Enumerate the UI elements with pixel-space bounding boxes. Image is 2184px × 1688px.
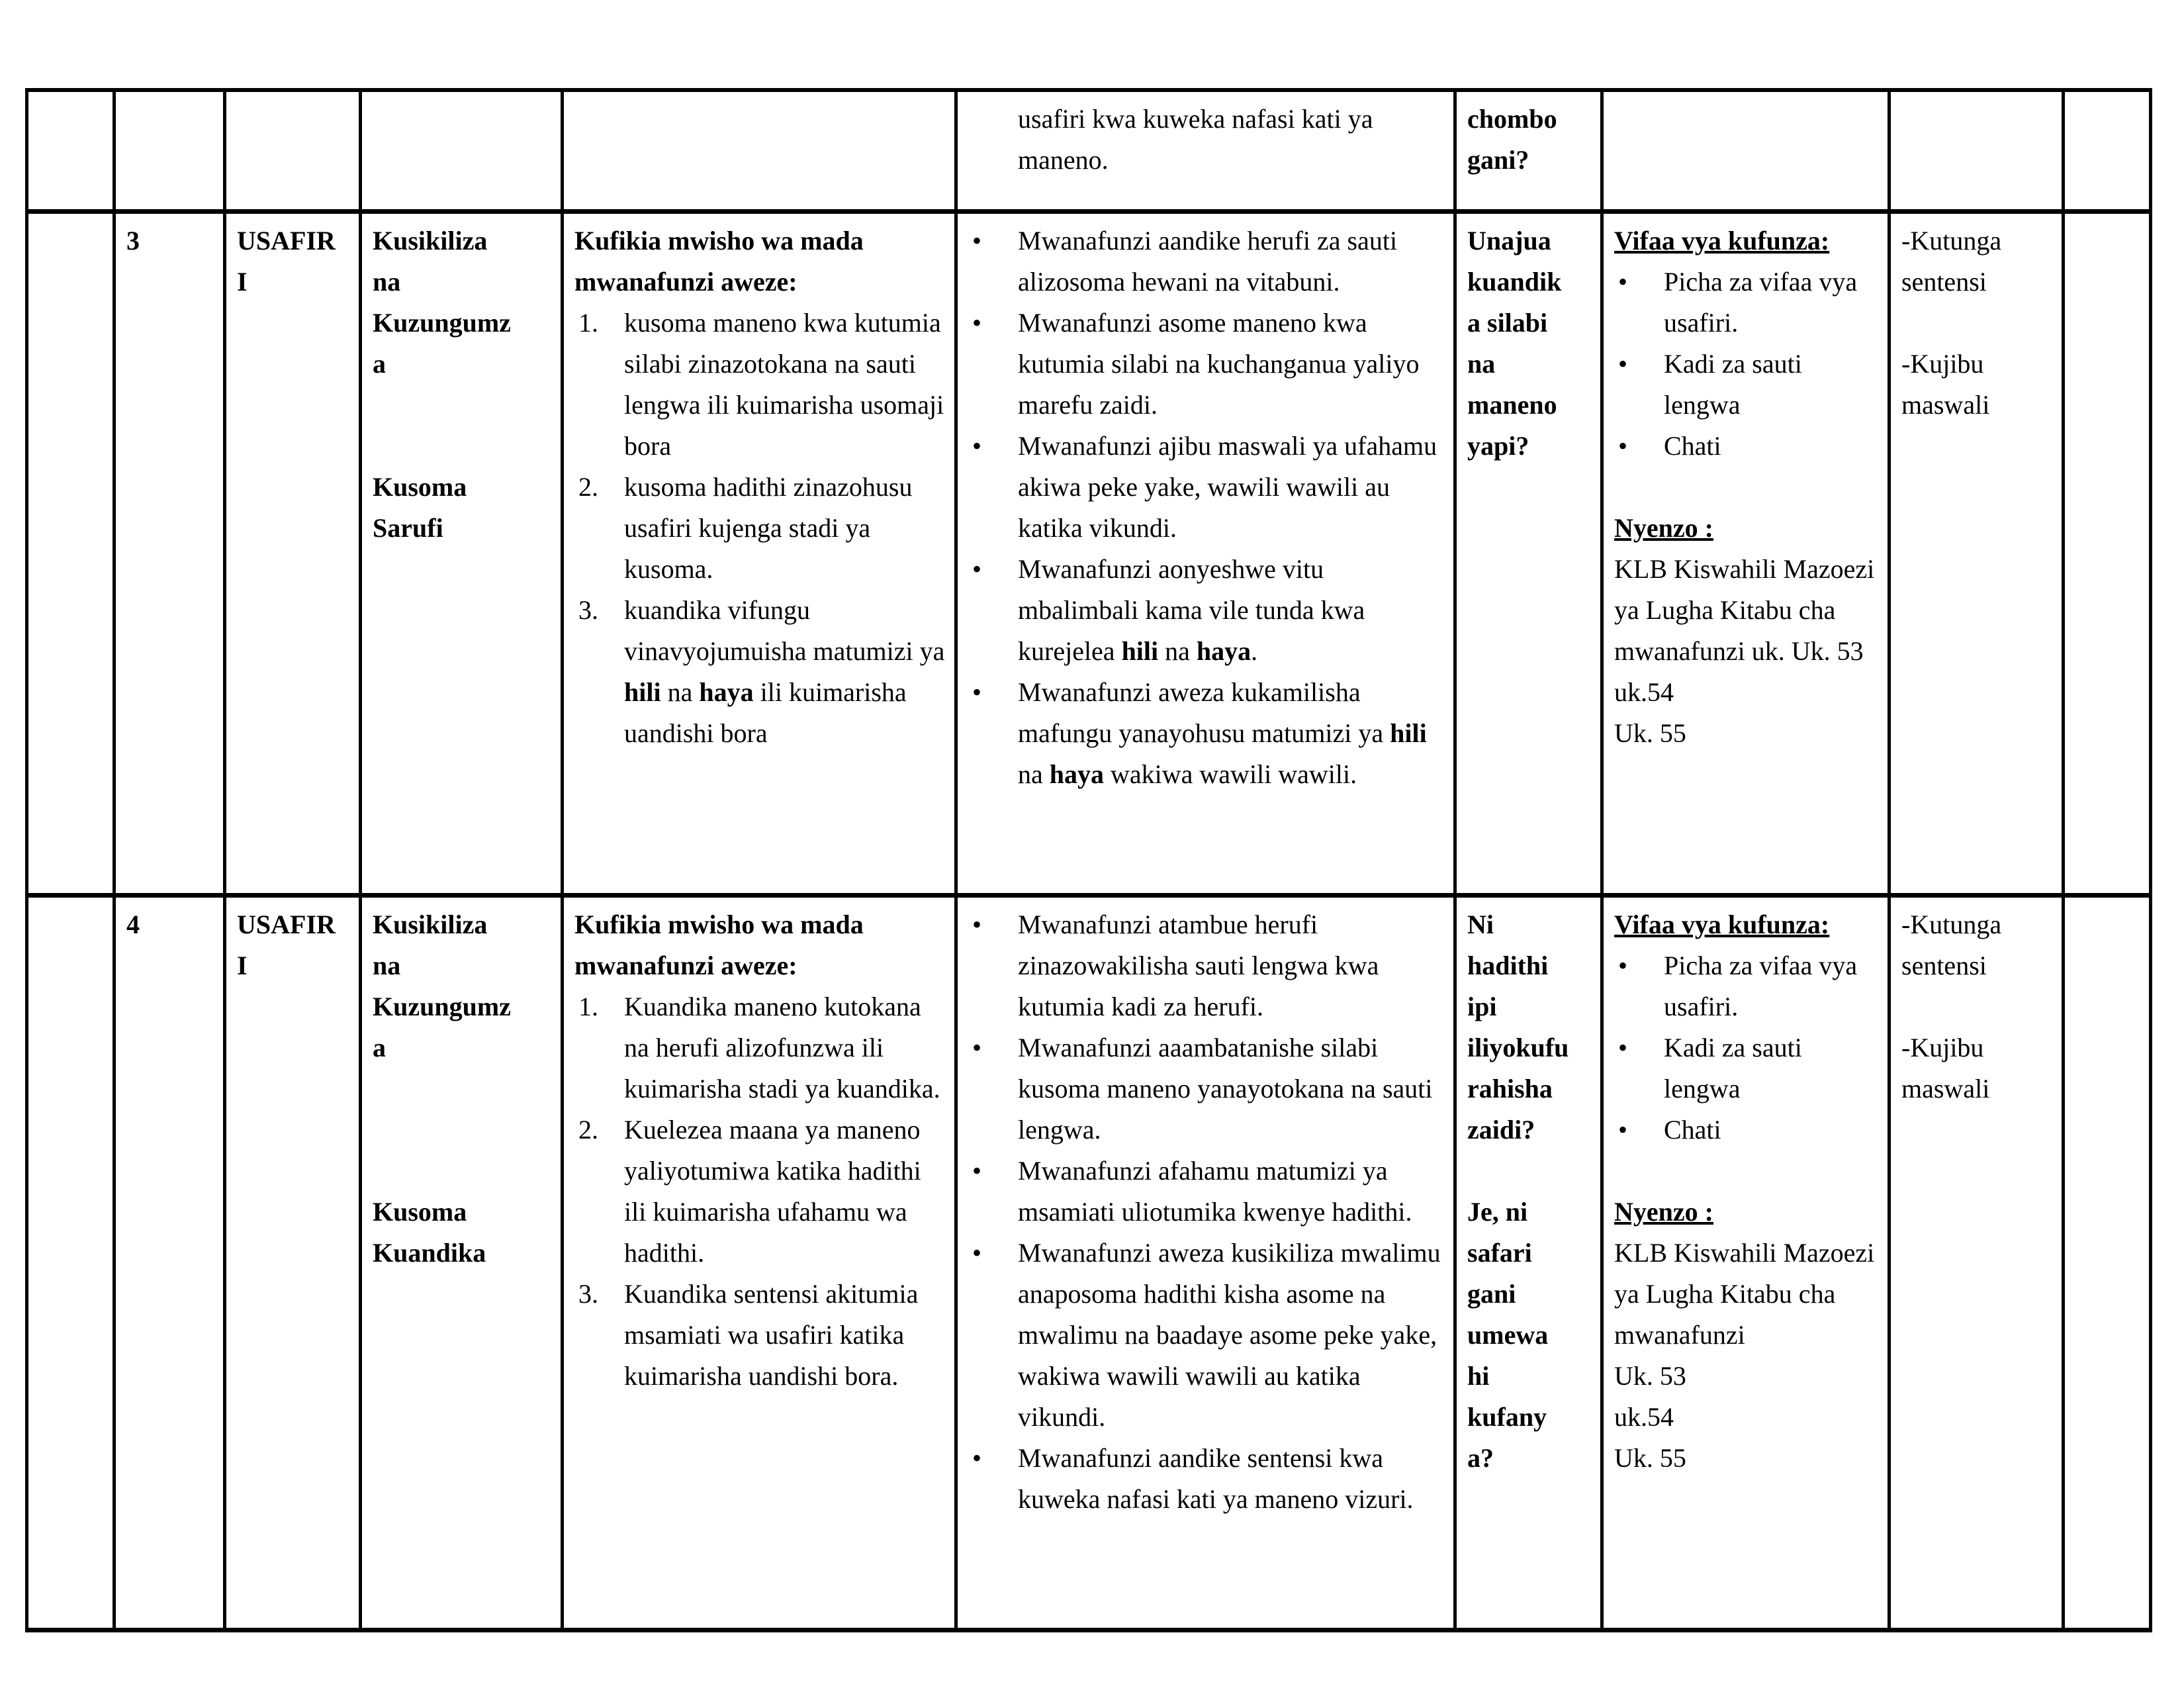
text-block — [1467, 1192, 1592, 1479]
text-line — [373, 1068, 553, 1109]
bullet-icon: • — [972, 677, 982, 707]
text-line: I — [237, 267, 248, 297]
list-item — [968, 1438, 1445, 1520]
bullet-icon: • — [1618, 349, 1628, 379]
text-run: hili — [1390, 718, 1427, 748]
text-run: kusoma maneno kwa kutumia silabi zinazotokana na sauti lengwa ili kuimarisha usomaji bora — [624, 308, 944, 461]
text-run: Mwanafunzi atambue herufi zinazowakilisha sauti lengwa kwa kutumia kadi za herufi. — [1018, 910, 1379, 1021]
text-block — [373, 1192, 553, 1274]
cell-topic-week-3-row — [226, 214, 362, 898]
cell-week-week-3-row — [116, 214, 226, 898]
bullet-icon: • — [972, 554, 982, 584]
text-run: hili — [624, 677, 661, 707]
paragraph — [1614, 1233, 1880, 1356]
paragraph — [1614, 713, 1880, 754]
cell-assessment-week-4-row — [1891, 898, 2065, 1632]
paragraph — [1614, 904, 1880, 945]
text-line: I — [237, 951, 248, 980]
cell-week-continuation-row — [116, 92, 226, 214]
text-run: Uk. 55 — [1614, 718, 1686, 748]
paragraph — [126, 220, 215, 261]
text-run: Vifaa vya kufunza: — [1614, 910, 1830, 939]
list-item-text — [1018, 1233, 1445, 1438]
text-run: -Kutunga sentensi — [1901, 910, 2002, 980]
text-line — [373, 1150, 553, 1192]
text-run: KLB Kiswahili Mazoezi ya Lugha Kitabu cha mwanafunzi — [1614, 1238, 1875, 1350]
bullet-list — [1614, 945, 1880, 1150]
text-line: na — [373, 951, 401, 980]
text-line: hadithi — [1467, 951, 1549, 980]
cell-subtopics-week-4-row — [362, 898, 564, 1632]
cell-resources-continuation-row — [1604, 92, 1891, 214]
list-item-text — [624, 590, 946, 754]
text-run: . — [1251, 636, 1258, 666]
text-line: Kusikiliza — [373, 226, 488, 256]
paragraph — [126, 904, 215, 945]
text-line: na — [1467, 349, 1496, 379]
text-line: a? — [1467, 1443, 1494, 1473]
text-run: Nyenzo : — [1614, 1197, 1713, 1227]
text-run: ili kuimarisha uandishi bora — [624, 677, 907, 748]
paragraph — [1614, 1438, 1880, 1479]
cell-blank-left-week-4-row — [28, 898, 116, 1632]
cell-blank-right-week-4-row — [2065, 898, 2152, 1632]
text-line: gani — [1467, 1279, 1516, 1309]
text-line: umewa — [1467, 1320, 1549, 1350]
text-line: rahisha — [1467, 1074, 1553, 1103]
text-line: Ni — [1467, 910, 1494, 939]
paragraph — [1614, 1397, 1880, 1438]
text-line: Kuzungumz — [373, 308, 511, 338]
text-line: a — [373, 1033, 386, 1062]
paragraph — [1614, 220, 1880, 261]
text-line: a — [373, 349, 386, 379]
text-run: haya — [1196, 636, 1251, 666]
list-item-text — [1018, 904, 1445, 1027]
text-line: hi — [1467, 1361, 1490, 1391]
text-block — [237, 904, 351, 986]
text-line — [373, 385, 553, 426]
paragraph — [1614, 672, 1880, 713]
text-run: Kadi za sauti lengwa — [1664, 349, 1802, 420]
cell-activities-week-4-row — [958, 898, 1457, 1632]
list-item-text — [1018, 220, 1445, 303]
text-run: usafiri kwa kuweka nafasi kati ya maneno. — [1018, 104, 1373, 175]
list-item — [968, 426, 1445, 549]
text-line: safari — [1467, 1238, 1532, 1268]
list-item — [968, 1150, 1445, 1233]
cell-key-inquiry-question-continuation-row — [1457, 92, 1604, 214]
text-run: Mwanafunzi aweza kukamilisha mafungu yanayohusu matumizi ya — [1018, 677, 1390, 748]
cell-key-inquiry-question-week-4-row — [1457, 898, 1604, 1632]
cell-blank-right-continuation-row — [2065, 92, 2152, 214]
paragraph — [1901, 344, 2054, 426]
list-item — [968, 904, 1445, 1027]
bullet-icon: • — [972, 226, 982, 256]
cell-resources-week-4-row — [1604, 898, 1891, 1632]
cell-objectives-week-4-row — [564, 898, 958, 1632]
list-item — [1614, 261, 1880, 344]
text-run: Uk. 53 — [1614, 1361, 1686, 1391]
text-line: maneno — [1467, 390, 1557, 420]
bullet-list — [968, 904, 1445, 1520]
paragraph — [1901, 1027, 2054, 1109]
paragraph — [1614, 1192, 1880, 1233]
cell-activities-week-3-row — [958, 214, 1457, 898]
text-run: na — [1018, 759, 1050, 789]
text-line: zaidi? — [1467, 1115, 1535, 1145]
text-run: haya — [699, 677, 754, 707]
text-block — [373, 467, 553, 549]
text-line: Sarufi — [373, 513, 443, 543]
text-run: wakiwa wawili wawili. — [1104, 759, 1357, 789]
list-item — [1614, 1027, 1880, 1109]
bullet-icon: • — [972, 1443, 982, 1473]
list-item — [968, 672, 1445, 795]
bullet-icon: • — [972, 1238, 982, 1268]
list-item — [574, 303, 946, 467]
paragraph — [574, 904, 946, 986]
list-item-text — [624, 1274, 946, 1397]
list-item — [968, 303, 1445, 426]
text-run: Mwanafunzi aandike herufi za sauti alizosoma hewani na vitabuni. — [1018, 226, 1398, 297]
text-block — [373, 904, 553, 1192]
text-block — [1467, 220, 1592, 467]
cell-topic-continuation-row — [226, 92, 362, 214]
number-label: 2. — [578, 1115, 598, 1145]
list-item — [968, 1027, 1445, 1150]
text-run: Picha za vifaa vya usafiri. — [1664, 267, 1858, 338]
text-line: Kusoma — [373, 1197, 467, 1227]
text-run: Mwanafunzi afahamu matumizi ya msamiati uliotumika kwenye hadithi. — [1018, 1156, 1412, 1227]
text-run: Mwanafunzi ajibu maswali ya ufahamu akiwa peke yake, wawili wawili au katika vikundi. — [1018, 431, 1437, 543]
text-run: -Kujibu maswali — [1901, 1033, 1990, 1103]
text-line: a silabi — [1467, 308, 1548, 338]
list-item-text — [624, 303, 946, 467]
list-item-text — [1664, 261, 1880, 344]
spacer — [1614, 467, 1880, 508]
list-item-text — [624, 467, 946, 590]
list-item-text — [1018, 549, 1445, 672]
text-line: Kusoma — [373, 472, 467, 502]
list-item-text — [1018, 303, 1445, 426]
bullet-icon: • — [1618, 951, 1628, 980]
text-run: Chati — [1664, 431, 1721, 461]
numbered-list — [574, 303, 946, 754]
cell-blank-left-continuation-row — [28, 92, 116, 214]
list-item-text — [1018, 426, 1445, 549]
text-run: Picha za vifaa vya usafiri. — [1664, 951, 1858, 1021]
list-item-text — [1018, 1438, 1445, 1520]
cell-subtopics-continuation-row — [362, 92, 564, 214]
cell-assessment-week-3-row — [1891, 214, 2065, 898]
number-label: 1. — [578, 308, 598, 338]
text-run: Kufikia mwisho wa mada mwanafunzi aweze: — [574, 226, 864, 297]
text-line — [373, 426, 553, 467]
text-block — [1467, 904, 1592, 1150]
list-item-text — [1664, 945, 1880, 1027]
cell-blank-left-week-3-row — [28, 214, 116, 898]
cell-subtopics-week-3-row — [362, 214, 564, 898]
text-run: Nyenzo : — [1614, 513, 1713, 543]
list-item-text — [1018, 1027, 1445, 1150]
text-run: Mwanafunzi aandike sentensi kwa kuweka nafasi kati ya maneno vizuri. — [1018, 1443, 1414, 1514]
text-line: USAFIR — [237, 910, 336, 939]
list-item — [1614, 344, 1880, 426]
bullet-list — [1614, 261, 1880, 467]
paragraph — [1901, 220, 2054, 303]
spacer — [1901, 303, 2054, 344]
text-line: kufany — [1467, 1402, 1547, 1432]
list-item-text — [1018, 672, 1445, 795]
spacer — [1614, 1150, 1880, 1192]
bullet-icon: • — [972, 910, 982, 939]
text-run: 3 — [126, 226, 140, 256]
scheme-of-work-table — [25, 88, 2152, 1632]
bullet-icon: • — [1618, 267, 1628, 297]
text-run: kusoma hadithi zinazohusu usafiri kujenga stadi ya kusoma. — [624, 472, 913, 584]
list-item — [574, 467, 946, 590]
list-item-text — [624, 1109, 946, 1274]
text-line: Kuzungumz — [373, 992, 511, 1021]
text-line: yapi? — [1467, 431, 1529, 461]
text-run: hili — [1121, 636, 1159, 666]
text-run: 4 — [126, 910, 140, 939]
paragraph — [1614, 1356, 1880, 1397]
text-run: Chati — [1664, 1115, 1721, 1145]
bullet-icon: • — [1618, 1115, 1628, 1145]
number-label: 1. — [578, 992, 598, 1021]
list-item-text — [1018, 1150, 1445, 1233]
text-line: Je, ni — [1467, 1197, 1528, 1227]
list-item — [574, 1109, 946, 1274]
list-item — [574, 590, 946, 754]
paragraph — [574, 220, 946, 303]
text-run: -Kujibu maswali — [1901, 349, 1990, 420]
text-run: chombo gani? — [1467, 104, 1557, 175]
paragraph — [968, 99, 1445, 181]
text-line — [373, 1109, 553, 1150]
paragraph — [1901, 904, 2054, 986]
text-run: Uk. 55 — [1614, 1443, 1686, 1473]
text-run: Mwanafunzi aaambatanishe silabi kusoma maneno yanayotokana na sauti lengwa. — [1018, 1033, 1433, 1145]
bullet-icon: • — [1618, 431, 1628, 461]
text-line: Unajua — [1467, 226, 1551, 256]
text-line: Kuandika — [373, 1238, 486, 1268]
spacer — [1901, 986, 2054, 1027]
text-run: Mwanafunzi aweza kusikiliza mwalimu anaposoma hadithi kisha asome na mwalimu na baadaye asome peke yake, wakiwa wawili wawili au katika vikundi. — [1018, 1238, 1441, 1432]
text-line: na — [373, 267, 401, 297]
number-label: 3. — [578, 1279, 598, 1309]
cell-topic-week-4-row — [226, 898, 362, 1632]
paragraph — [1467, 99, 1592, 181]
text-run: uk.54 — [1614, 677, 1674, 707]
list-item — [968, 220, 1445, 303]
number-label: 3. — [578, 595, 598, 625]
text-line: kuandik — [1467, 267, 1562, 297]
text-run: uk.54 — [1614, 1402, 1674, 1432]
bullet-icon: • — [972, 1156, 982, 1186]
list-item-text — [1664, 1027, 1880, 1109]
text-run: Kadi za sauti lengwa — [1664, 1033, 1802, 1103]
list-item-text — [624, 986, 946, 1109]
bullet-icon: • — [1618, 1033, 1628, 1062]
text-run: Kuandika maneno kutokana na herufi alizofunzwa ili kuimarisha stadi ya kuandika. — [624, 992, 940, 1103]
text-run: na — [660, 677, 700, 707]
paragraph — [1614, 508, 1880, 549]
cell-week-week-4-row — [116, 898, 226, 1632]
text-block — [237, 220, 351, 303]
text-run: haya — [1049, 759, 1105, 789]
cell-assessment-continuation-row — [1891, 92, 2065, 214]
text-line: USAFIR — [237, 226, 336, 256]
list-item — [1614, 945, 1880, 1027]
list-item-text — [1664, 344, 1880, 426]
spacer — [1467, 1150, 1592, 1192]
bullet-icon: • — [972, 308, 982, 338]
text-run: na — [1158, 636, 1197, 666]
list-item — [968, 1233, 1445, 1438]
list-item — [1614, 1109, 1880, 1150]
list-item-text — [1664, 1109, 1880, 1150]
number-label: 2. — [578, 472, 598, 502]
bullet-list — [968, 220, 1445, 795]
numbered-list — [574, 986, 946, 1397]
list-item — [968, 549, 1445, 672]
cell-resources-week-3-row — [1604, 214, 1891, 898]
text-line: iliyokufu — [1467, 1033, 1569, 1062]
text-block — [373, 220, 553, 467]
text-run: Kuelezea maana ya maneno yaliyotumiwa katika hadithi ili kuimarisha ufahamu wa hadithi. — [624, 1115, 921, 1268]
list-item-text — [1664, 426, 1880, 467]
list-item — [574, 986, 946, 1109]
cell-key-inquiry-question-week-3-row — [1457, 214, 1604, 898]
cell-objectives-continuation-row — [564, 92, 958, 214]
bullet-icon: • — [972, 431, 982, 461]
list-item — [574, 1274, 946, 1397]
text-run: Mwanafunzi aonyeshwe vitu mbalimbali kama vile tunda kwa kurejelea — [1018, 554, 1365, 666]
text-run: Mwanafunzi asome maneno kwa kutumia silabi na kuchanganua yaliyo marefu zaidi. — [1018, 308, 1420, 420]
text-run: KLB Kiswahili Mazoezi ya Lugha Kitabu cha mwanafunzi uk. Uk. 53 — [1614, 554, 1875, 666]
text-line: ipi — [1467, 992, 1497, 1021]
bullet-icon: • — [972, 1033, 982, 1062]
paragraph — [1614, 549, 1880, 672]
list-item — [1614, 426, 1880, 467]
text-run: Kuandika sentensi akitumia msamiati wa usafiri katika kuimarisha uandishi bora. — [624, 1279, 919, 1391]
cell-objectives-week-3-row — [564, 214, 958, 898]
text-run: -Kutunga sentensi — [1901, 226, 2002, 297]
text-run: kuandika vifungu vinavyojumuisha matumizi ya — [624, 595, 945, 666]
text-line: Kusikiliza — [373, 910, 488, 939]
cell-blank-right-week-3-row — [2065, 214, 2152, 898]
cell-activities-continuation-row — [958, 92, 1457, 214]
text-run: Kufikia mwisho wa mada mwanafunzi aweze: — [574, 910, 864, 980]
text-run: Vifaa vya kufunza: — [1614, 226, 1830, 256]
